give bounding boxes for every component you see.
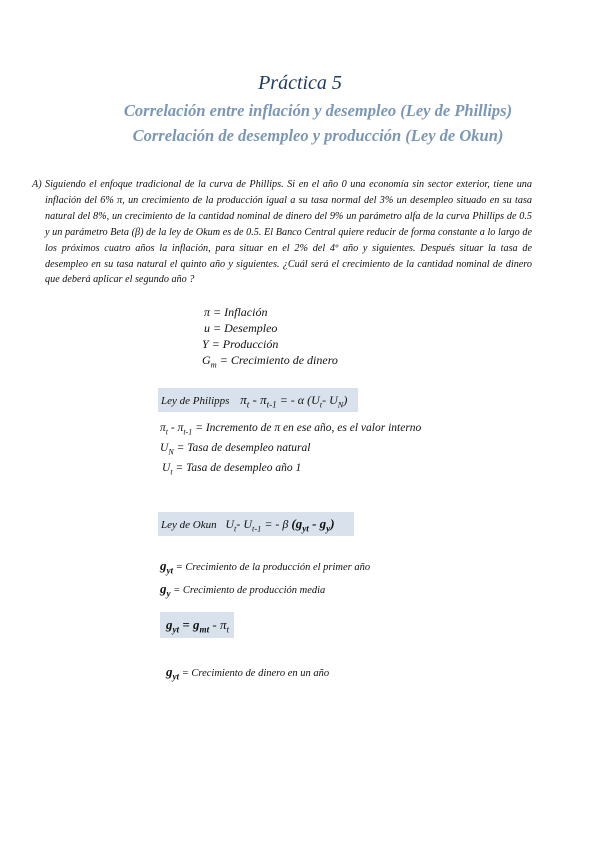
page-subtitle-okun: Correlación de desempleo y producción (Ley de Okun) <box>132 126 504 145</box>
phillips-def-inflation-change: $\pi_t - \pi_{t-1}$ = Incremento de π en ese año, es el valor interno <box>160 422 422 437</box>
definition-production: Y = Producción <box>202 337 279 351</box>
okun-def-production-growth: $g_{yt}$ = Crecimiento de la producción el primer año <box>160 558 371 576</box>
definition-unemployment: u = Desempleo <box>204 321 278 335</box>
money-growth-equation: $g_{yt} = g_{mt} - \pi_t$ <box>160 612 234 638</box>
phillips-def-natural-rate: $U_N$ = Tasa de desempleo natural <box>160 442 311 457</box>
problem-text: Siguiendo el enfoque tradicional de la curva de Phillips. Si en el año 0 una economía sin sector exterior, tiene una inflación del 6% π, un crecimiento de la producción igual a su tasa normal del 3% un desempleo situado en su tasa natural del 8%, un crecimiento de la cantidad nominal de dinero del 9% un parámetro alfa de la curva Phillips de 0.5 y un parámetro Beta (β) de la ley de Okum es de 0.5. El Banco Central quiere reducir de forma constante a lo largo de los próximos cuatro años la inflación, para situar en el 2% del 4º año y siguientes. Después situar la tasa de desempleo en su tasa natural el quinto año y siguientes. ¿Cuál será el crecimiento de la cantidad nominal de dinero que deberá aplicar el segundo año ? <box>45 179 532 286</box>
page-subtitle-phillips: Correlación entre inflación y desempleo (Ley de Phillips) <box>123 101 513 120</box>
problem-label: A) <box>32 179 42 190</box>
phillips-equation: Ley de Philipps $\pi_t - \pi_{t-1}$ = - α ($U_t-$ $U_N$) <box>158 388 358 412</box>
problem-statement <box>32 177 532 288</box>
definition-inflation: π = Inflación <box>204 305 268 319</box>
phillips-def-unemployment-year1: $U_t$ = Tasa de desempleo año 1 <box>162 462 302 477</box>
okun-equation: Ley de Okun $U_t-$ $U_{t-1}$ = - β $(g_{yt} - g_y)$ <box>158 512 354 536</box>
okun-def-average-growth: $g_y$ = Crecimiento de producción media <box>160 581 326 599</box>
page-title: Práctica 5 <box>258 72 342 94</box>
money-def-growth: $g_{yt}$ = Crecimiento de dinero en un año <box>166 664 330 682</box>
definition-money-growth: $G_m$ = Crecimiento de dinero <box>202 353 338 370</box>
